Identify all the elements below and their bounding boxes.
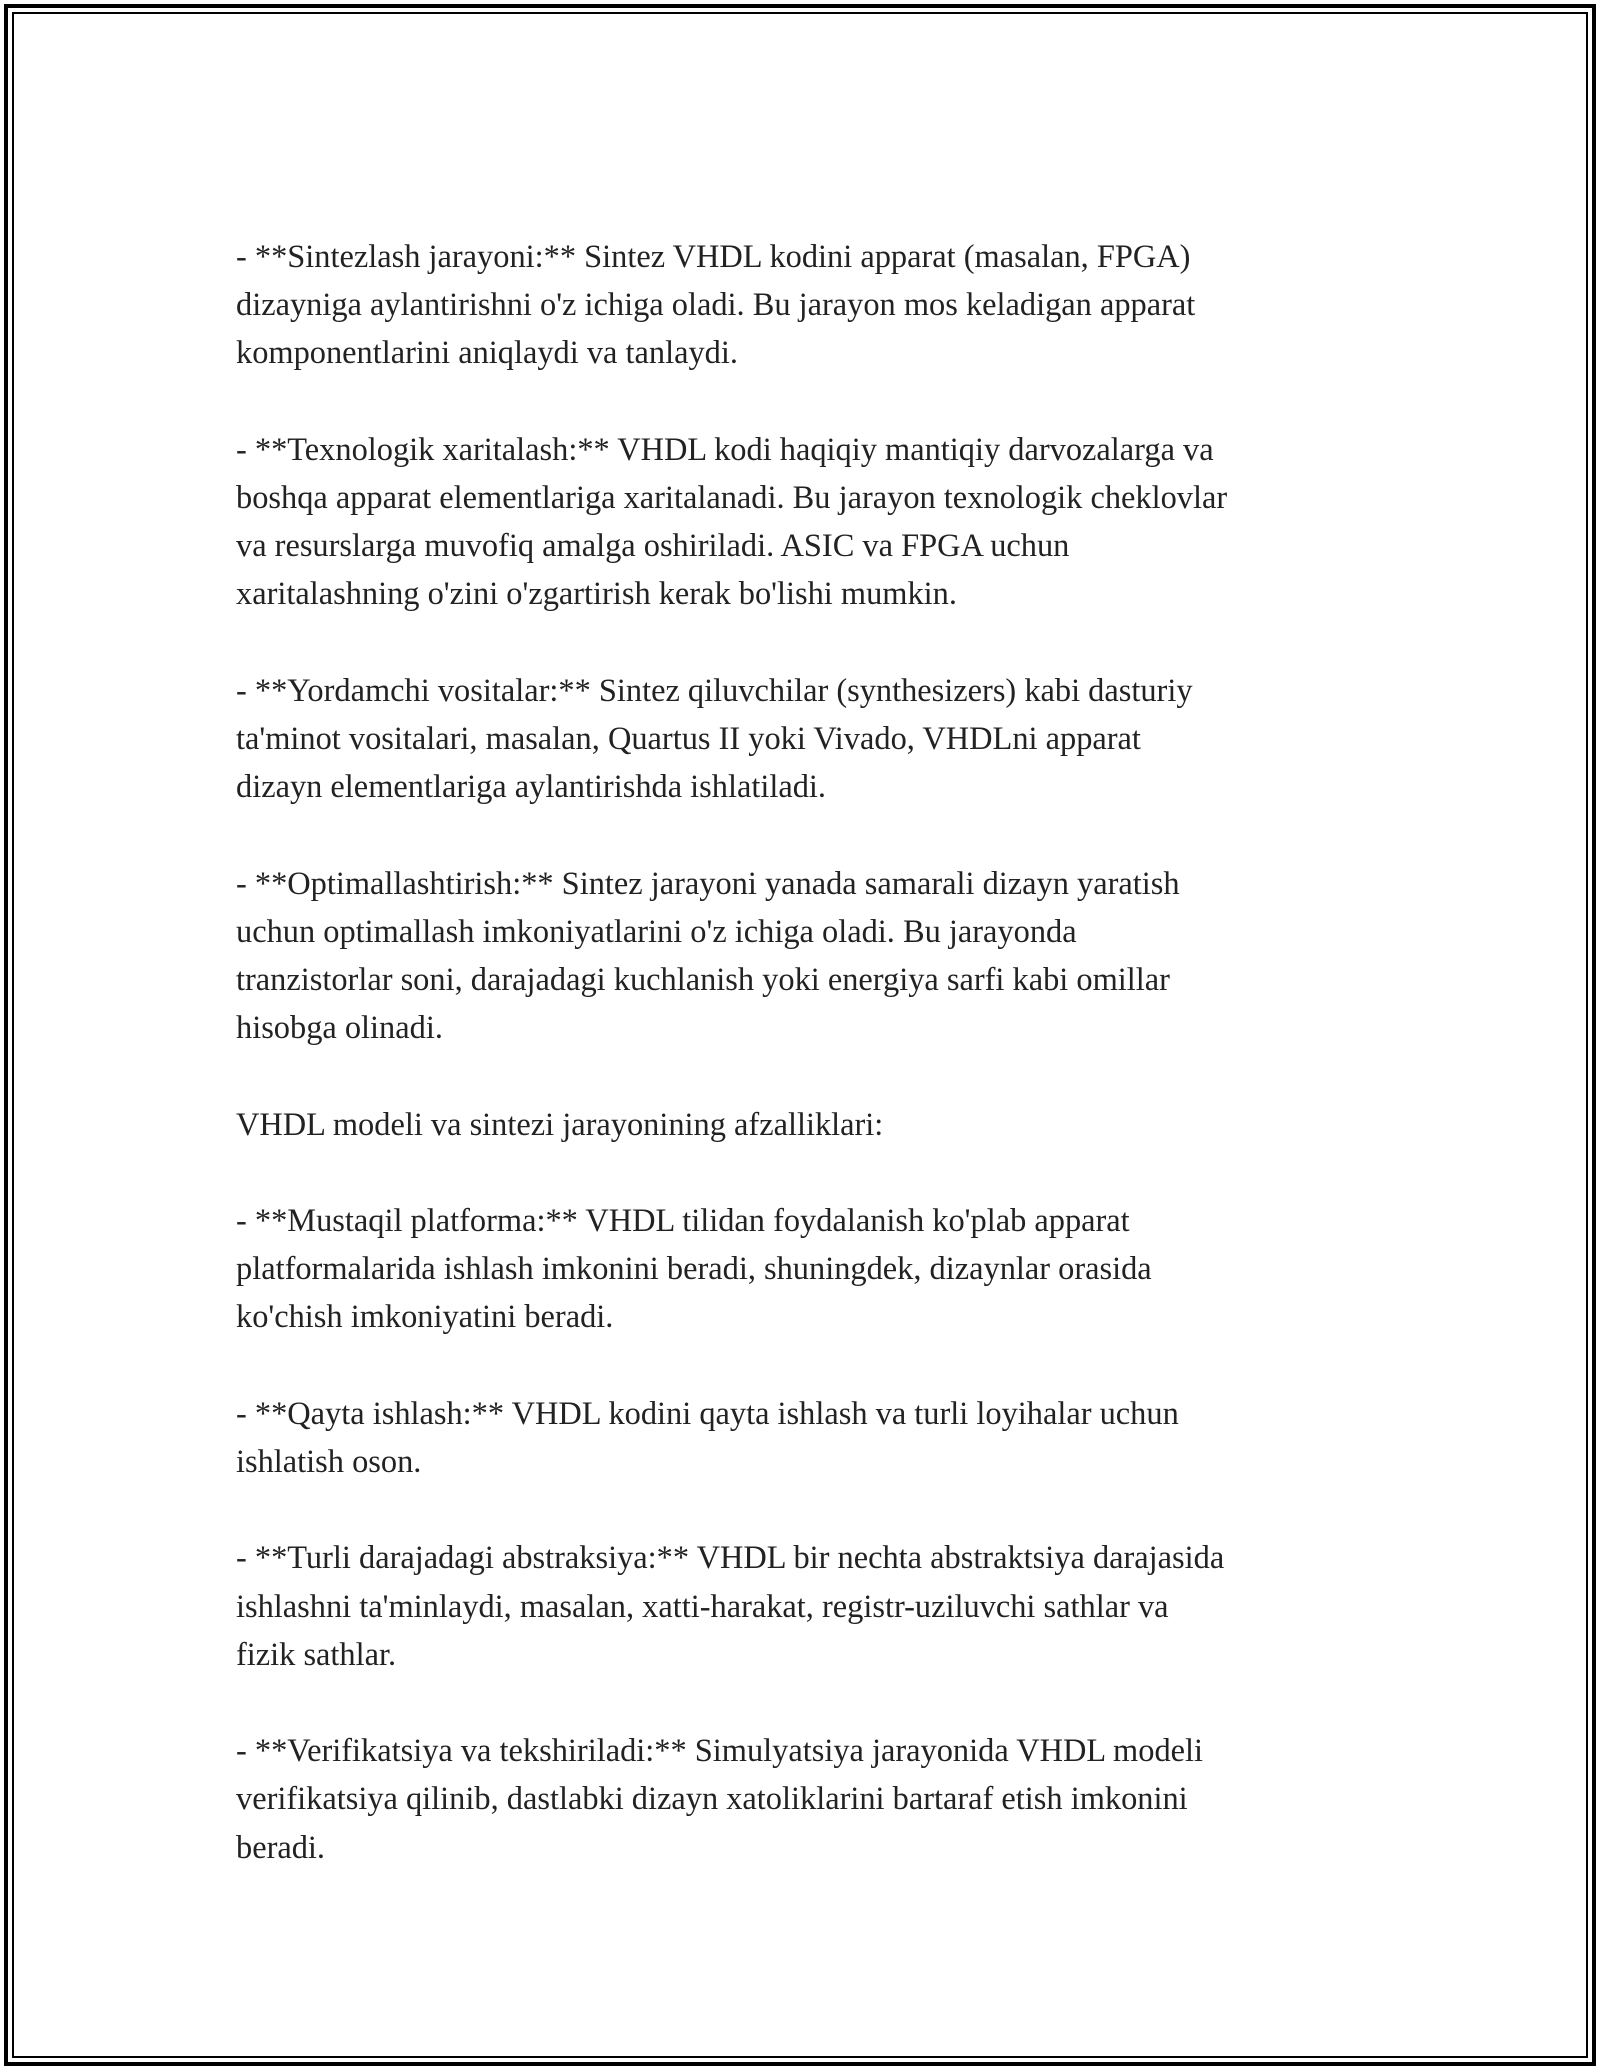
paragraph-yordamchi-vositalar: - **Yordamchi vositalar:** Sintez qiluvchilar (synthesizers) kabi dasturiy ta'minot vositalari, masalan, Quartus II yoki Vivado, VHDLni apparat dizayn elementlariga aylantirishda ishlatiladi.: [236, 672, 1193, 806]
paragraph-qayta-ishlash: - **Qayta ishlash:** VHDL kodini qayta ishlash va turli loyihalar uchun ishlatish oson.: [236, 1395, 1179, 1480]
paragraph-optimallashtirish: - **Optimallashtirish:** Sintez jarayoni yanada samarali dizayn yaratish uchun optimallash imkoniyatlarini o'z ichiga oladi. Bu jarayonda tranzistorlar soni, darajadagi kuchlanish yoki energiya sarfi kabi omillar hisobga olinadi.: [236, 865, 1180, 1047]
paragraph-sintezlash: - **Sintezlash jarayoni:** Sintez VHDL kodini apparat (masalan, FPGA) dizayniga aylantirishni o'z ichiga oladi. Bu jarayon mos keladigan apparat komponentlarini aniqlaydi va tanlaydi.: [236, 239, 1196, 372]
paragraph-mustaqil-platforma: - **Mustaqil platforma:** VHDL tilidan foydalanish ko'plab apparat platformalarida ishlash imkonini beradi, shuningdek, dizaynlar orasida ko'chish imkoniyatini beradi.: [236, 1202, 1152, 1336]
paragraph-abstraksiya: - **Turli darajadagi abstraksiya:** VHDL bir nechta abstraktsiya darajasida ishlashni ta'minlaydi, masalan, xatti-harakat, registr-uziluvchi sathlar va fizik sathlar.: [236, 1540, 1225, 1673]
document-body: [236, 233, 1376, 1920]
paragraph-verifikatsiya: - **Verifikatsiya va tekshiriladi:** Simulyatsiya jarayonida VHDL modeli verifikatsiya qilinib, dastlabki dizayn xatoliklarini bartaraf etish imkonini beradi.: [236, 1733, 1204, 1866]
section-heading-afzalliklar: VHDL modeli va sintezi jarayonining afzalliklari:: [236, 1106, 884, 1143]
paragraph-texnologik-xaritalash: - **Texnologik xaritalash:** VHDL kodi haqiqiy mantiqiy darvozalarga va boshqa apparat elementlariga xaritalanadi. Bu jarayon texnologik cheklovlar va resurslarga muvofiq amalga oshiriladi. ASIC va FPGA uchun xaritalashning o'zini o'zgartirish kerak bo'lishi mumkin.: [236, 431, 1228, 613]
